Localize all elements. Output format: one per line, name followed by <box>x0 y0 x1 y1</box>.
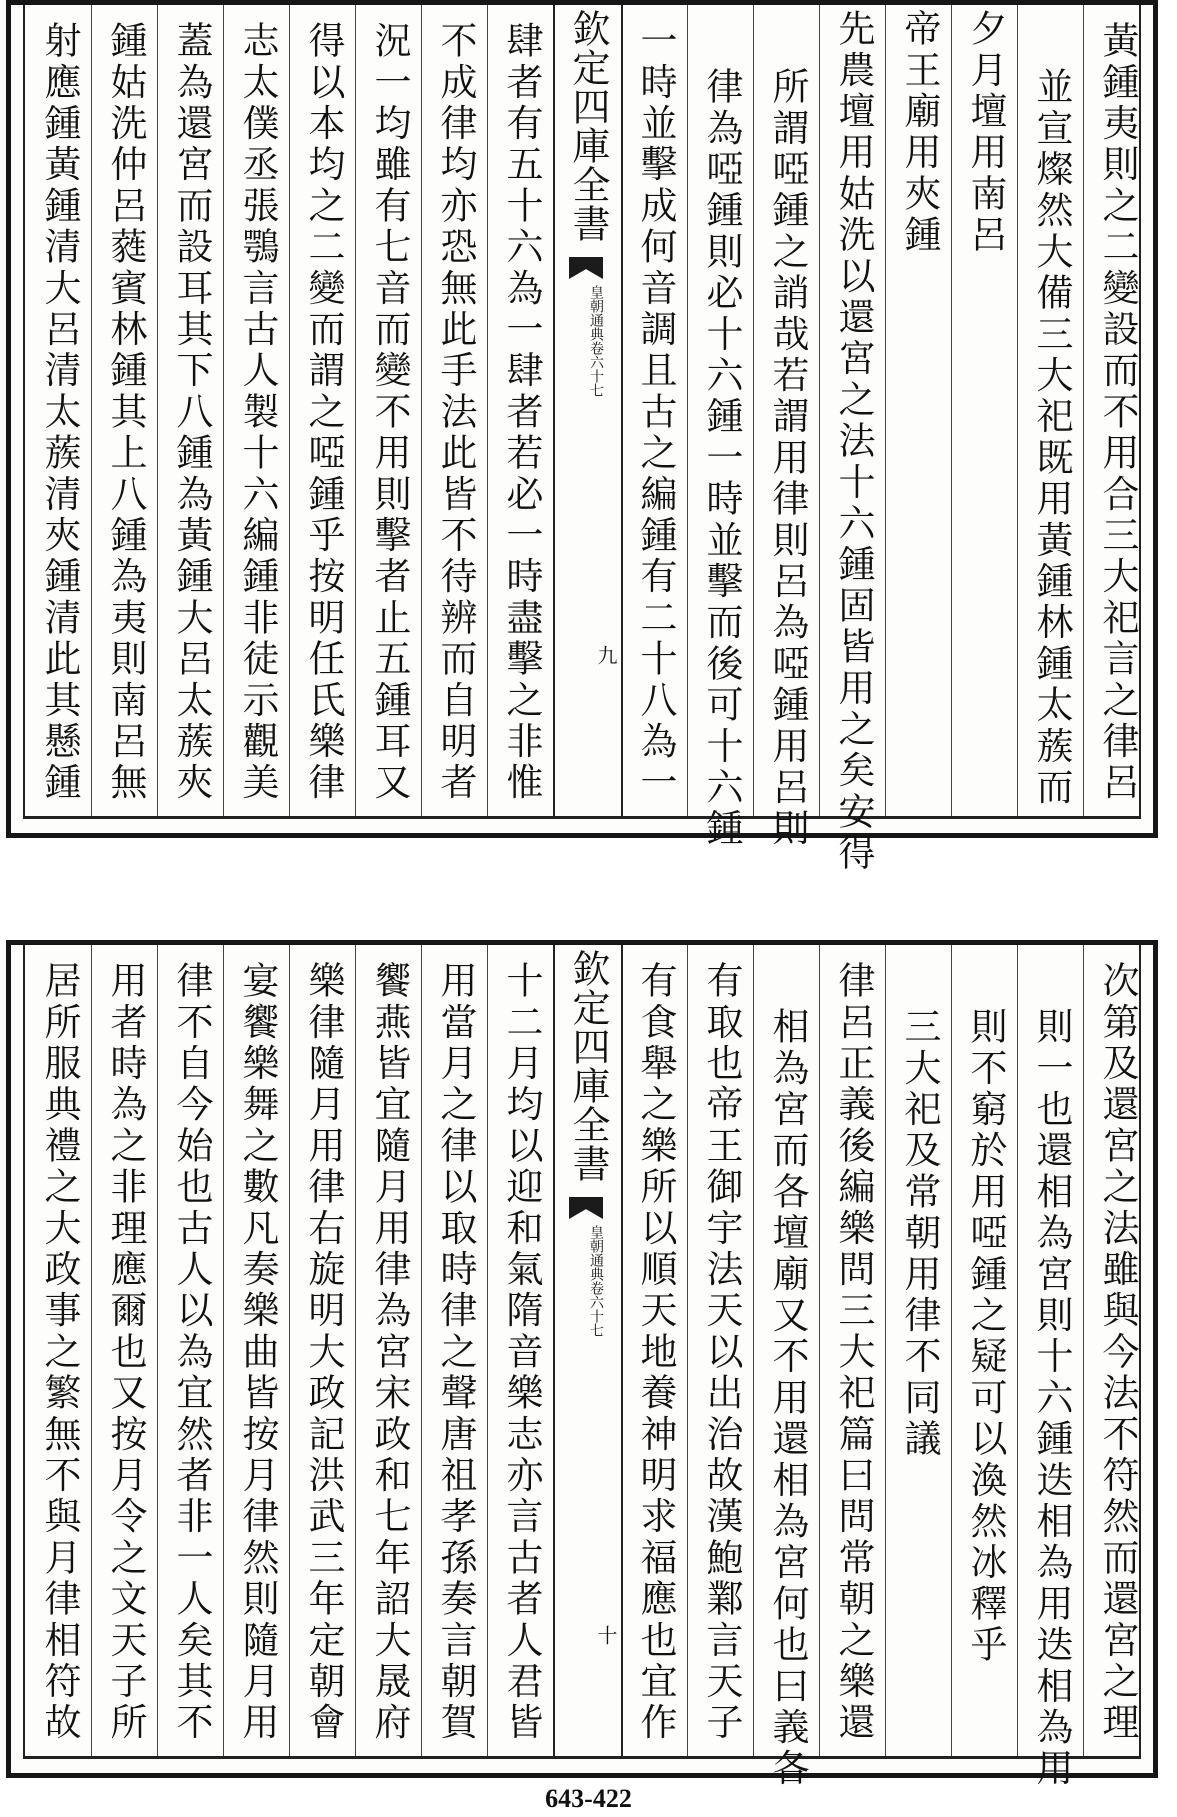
text-column-left-7 <box>91 5 157 816</box>
text-column-right-8 <box>621 945 687 1756</box>
column-text: 律為啞鍾則必十六鍾一時並擊而後可十六鍾 <box>700 67 743 850</box>
column-text: 況一均雖有七音而變不用則擊者止五鍾耳又 <box>368 21 411 804</box>
text-column-left-4 <box>289 5 355 816</box>
column-text: 律不自今始也古人以為宜然者非一人矣其不 <box>170 961 213 1744</box>
text-column-right-6 <box>753 5 819 850</box>
column-text: 次第及還宮之法雖與今法不符然而還宮之理 <box>1096 961 1139 1744</box>
text-column-right-8 <box>621 5 687 816</box>
column-rule <box>421 945 422 1756</box>
column-text: 黃鍾夷則之二變設而不用合三大祀言之律呂 <box>1096 21 1139 804</box>
page-top-frame <box>23 5 1141 875</box>
column-rule <box>753 5 754 816</box>
column-text: 先農壇用姑洗以還宮之法十六鍾固皆用之矣安得 <box>832 9 875 875</box>
column-text: 肆者有五十六為一肆者若必一時盡擊之非惟 <box>500 21 543 804</box>
gutter-title: 欽定四庫全書 <box>566 9 610 243</box>
column-rule <box>819 5 820 816</box>
text-column-left-6 <box>157 5 223 816</box>
column-rule <box>687 945 688 1756</box>
text-column-right-2 <box>1017 5 1083 816</box>
column-text: 用者時為之非理應爾也又按月令之文天子所 <box>104 961 147 1744</box>
column-text: 樂律隨月用律右旋明大政記洪武三年定朝會 <box>302 961 345 1744</box>
column-text: 帝王廟用夾鍾 <box>898 9 941 257</box>
fishtail-mark-icon <box>569 1197 603 1219</box>
column-rule <box>1083 5 1084 816</box>
gutter-book-info <box>567 1225 605 1337</box>
text-column-right-4 <box>885 5 951 816</box>
page-footer-number: 643-422 <box>545 1784 632 1813</box>
gutter-page-number: 九 <box>594 645 618 665</box>
column-text: 用當月之律以取時律之聲唐祖孝孫奏言朝賀 <box>434 961 477 1744</box>
text-column-right-7 <box>687 5 753 850</box>
text-column-right-1 <box>1083 945 1149 1756</box>
gutter-book-name: 皇朝通典 <box>588 285 604 341</box>
column-text: 得以本均之二變而謂之啞鍾乎按明任氏樂律 <box>302 21 345 804</box>
column-text: 居所服典禮之大政事之繁無不與月律相符故 <box>38 961 81 1744</box>
gutter-book-info <box>567 285 605 397</box>
column-rule <box>157 5 158 816</box>
text-column-right-5 <box>819 5 885 875</box>
column-text: 一時並擊成何音調且古之編鍾有二十八為一 <box>634 21 677 804</box>
column-text: 有食舉之樂所以順天地養神明求福應也宜作 <box>634 961 677 1744</box>
column-rule <box>487 945 488 1756</box>
text-column-right-7 <box>687 945 753 1756</box>
column-rule <box>223 945 224 1756</box>
column-text: 相為宮而各壇廟又不用還相為宮何也曰義各 <box>766 1007 809 1790</box>
column-rule <box>487 5 488 816</box>
text-column-left-8 <box>25 5 91 816</box>
gutter-title: 欽定四庫全書 <box>566 949 610 1183</box>
column-text: 蓋為還宮而設耳其下八鍾為黃鍾大呂太蔟夾 <box>170 21 213 804</box>
fishtail-mark-icon <box>569 257 603 279</box>
text-column-left-3 <box>355 5 421 816</box>
column-text: 饗燕皆宜隨月用律為宮宋政和七年詔大晟府 <box>368 961 411 1744</box>
text-column-left-2 <box>421 5 487 816</box>
gutter-volume: 卷六十七 <box>588 341 604 397</box>
text-column-left-5 <box>223 945 289 1756</box>
column-rule <box>355 945 356 1756</box>
column-rule <box>1017 5 1018 816</box>
column-text: 所謂啞鍾之誚哉若謂用律則呂為啞鍾用呂則 <box>766 67 809 850</box>
column-text: 宴饗樂舞之數凡奏樂曲皆按月律然則隨月用 <box>236 961 279 1744</box>
column-text: 有取也帝王御宇法天以出治故漢鮑鄴言天子 <box>700 961 743 1744</box>
page-bottom-frame <box>23 945 1141 1790</box>
gutter-rule <box>553 945 555 1756</box>
column-text: 十二月均以迎和氣隋音樂志亦言古者人君皆 <box>500 961 543 1744</box>
column-rule <box>951 5 952 816</box>
text-column-left-5 <box>223 5 289 816</box>
column-text: 夕月壇用南呂 <box>964 9 1007 257</box>
text-column-right-3 <box>951 945 1017 1756</box>
text-column-right-2 <box>1017 945 1083 1790</box>
page-top <box>6 0 1158 875</box>
column-rule <box>1017 945 1018 1756</box>
text-column-left-7 <box>91 945 157 1756</box>
text-column-left-3 <box>355 945 421 1756</box>
text-column-right-6 <box>753 945 819 1790</box>
text-column-left-4 <box>289 945 355 1756</box>
column-rule <box>91 945 92 1756</box>
gutter-rule <box>621 945 623 1756</box>
column-text: 鍾姑洗仲呂蕤賓林鍾其上八鍾為夷則南呂無 <box>104 21 147 804</box>
gutter-page-number: 十 <box>594 1625 618 1645</box>
column-rule <box>355 5 356 816</box>
text-column-right-1 <box>1083 5 1149 816</box>
column-rule <box>687 5 688 816</box>
column-rule <box>421 5 422 816</box>
column-text: 律呂正義後編樂問三大祀篇曰問常朝之樂還 <box>832 961 875 1744</box>
gutter-rule <box>553 5 555 816</box>
center-gutter <box>553 5 621 816</box>
column-rule <box>289 5 290 816</box>
column-text: 不成律均亦恐無此手法此皆不待辨而自明者 <box>434 21 477 804</box>
page-bottom <box>6 940 1158 1790</box>
gutter-book-name: 皇朝通典 <box>588 1225 604 1281</box>
column-rule <box>223 5 224 816</box>
text-column-right-5 <box>819 945 885 1756</box>
column-rule <box>753 945 754 1756</box>
column-text: 則不窮於用啞鍾之疑可以渙然冰釋乎 <box>964 1007 1007 1667</box>
column-rule <box>885 5 886 816</box>
column-text: 則一也還相為宮則十六鍾迭相為用迭相為用 <box>1030 1007 1073 1790</box>
column-text: 並宣燦然大備三大祀既用黃鍾林鍾太蔟而 <box>1030 67 1073 809</box>
center-gutter <box>553 945 621 1756</box>
text-column-left-1 <box>487 5 553 816</box>
text-column-left-6 <box>157 945 223 1756</box>
column-rule <box>157 945 158 1756</box>
text-column-right-3 <box>951 5 1017 816</box>
column-text: 射應鍾黃鍾清大呂清太蔟清夾鍾清此其懸鍾 <box>38 21 81 804</box>
gutter-rule <box>621 5 623 816</box>
column-rule <box>289 945 290 1756</box>
column-rule <box>885 945 886 1756</box>
text-column-left-1 <box>487 945 553 1756</box>
column-text: 志太僕丞張鶚言古人製十六編鍾非徒示觀美 <box>236 21 279 804</box>
text-column-right-4 <box>885 945 951 1756</box>
text-column-left-2 <box>421 945 487 1756</box>
column-rule <box>91 5 92 816</box>
text-column-left-8 <box>25 945 91 1756</box>
gutter-volume: 卷六十七 <box>588 1281 604 1337</box>
column-rule <box>819 945 820 1756</box>
column-text: 三大祀及常朝用律不同議 <box>898 1007 941 1461</box>
column-rule <box>951 945 952 1756</box>
column-rule <box>1083 945 1084 1756</box>
